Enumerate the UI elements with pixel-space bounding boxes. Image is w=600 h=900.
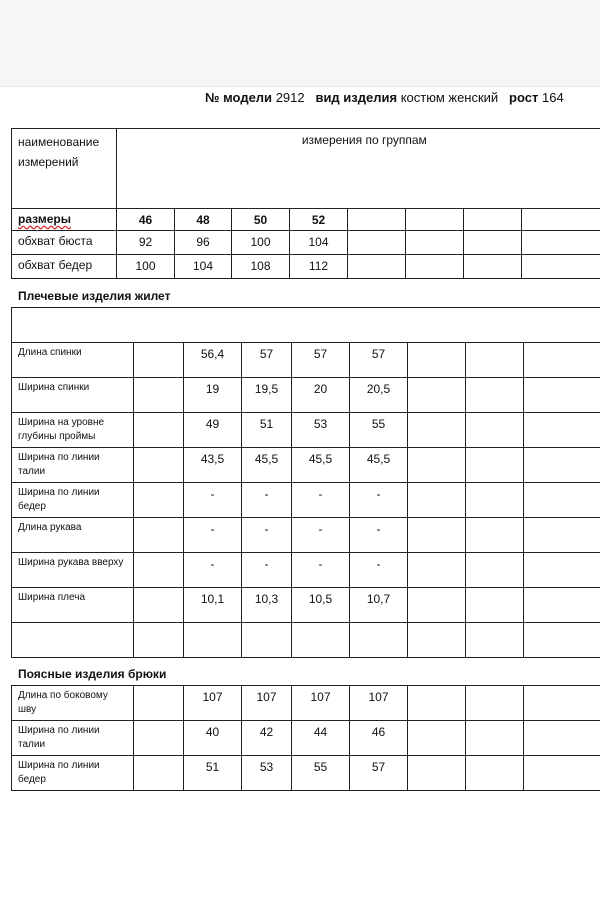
cell: 10,5 (292, 588, 350, 623)
vest-empty-header (12, 308, 600, 343)
cell: - (292, 553, 350, 588)
cell: - (242, 518, 292, 553)
pants-section-title: Поясные изделия брюки (18, 667, 167, 681)
row-label: Ширина спинки (12, 378, 134, 413)
cell: 100 (232, 231, 290, 255)
cell: 55 (292, 756, 350, 791)
cell: - (350, 518, 408, 553)
measurements-table (11, 128, 600, 279)
cell: 108 (232, 255, 290, 279)
cell: 45,5 (242, 448, 292, 483)
cell: 10,7 (350, 588, 408, 623)
cell: 53 (242, 756, 292, 791)
cell: - (242, 553, 292, 588)
vest-table (11, 307, 600, 658)
cell: - (184, 518, 242, 553)
size-48: 48 (175, 209, 232, 231)
document-header (205, 90, 564, 105)
row-label: Ширина по линии бедер (12, 483, 134, 518)
row-label: Ширина по линии бедер (12, 756, 134, 791)
size-52: 52 (290, 209, 348, 231)
top-band (0, 0, 600, 87)
sizes-label: размеры (18, 212, 71, 226)
cell: 40 (184, 721, 242, 756)
model-label: № модели (205, 90, 273, 105)
cell: 20 (292, 378, 350, 413)
row-label: Ширина на уровне глубины проймы (12, 413, 134, 448)
cell: 112 (290, 255, 348, 279)
groups-header: измерения по группам (117, 129, 600, 209)
cell: - (350, 483, 408, 518)
cell: 42 (242, 721, 292, 756)
cell: 100 (117, 255, 175, 279)
cell: 104 (290, 231, 348, 255)
vest-section-title: Плечевые изделия жилет (18, 289, 171, 303)
cell: 20,5 (350, 378, 408, 413)
cell: 57 (350, 343, 408, 378)
cell: 19 (184, 378, 242, 413)
cell: 56,4 (184, 343, 242, 378)
row-label: Ширина по линии талии (12, 448, 134, 483)
cell: 51 (184, 756, 242, 791)
cell: - (350, 553, 408, 588)
cell: 92 (117, 231, 175, 255)
cell: 19,5 (242, 378, 292, 413)
cell: - (242, 483, 292, 518)
pants-table (11, 685, 600, 791)
size-50: 50 (232, 209, 290, 231)
cell: 55 (350, 413, 408, 448)
cell: 107 (350, 686, 408, 721)
row-label: Длина по боковому шву (12, 686, 134, 721)
cell: 10,3 (242, 588, 292, 623)
cell: 43,5 (184, 448, 242, 483)
cell: - (292, 518, 350, 553)
cell: 107 (242, 686, 292, 721)
cell: 57 (292, 343, 350, 378)
cell: 51 (242, 413, 292, 448)
cell: 53 (292, 413, 350, 448)
type-label: вид изделия (315, 90, 398, 105)
cell: 46 (350, 721, 408, 756)
type-value: костюм женский (400, 90, 499, 105)
row-label: Ширина по линии талии (12, 721, 134, 756)
cell: - (292, 483, 350, 518)
cell: 10,1 (184, 588, 242, 623)
row-label: Ширина плеча (12, 588, 134, 623)
cell: 57 (350, 756, 408, 791)
row-label: обхват бедер (12, 255, 117, 279)
row-label: Длина рукава (12, 518, 134, 553)
row-label: Длина спинки (12, 343, 134, 378)
cell: 107 (184, 686, 242, 721)
cell: - (184, 483, 242, 518)
size-46: 46 (117, 209, 175, 231)
height-label: рост (509, 90, 539, 105)
cell: 45,5 (292, 448, 350, 483)
cell: 104 (175, 255, 232, 279)
cell: 45,5 (350, 448, 408, 483)
row-label: обхват бюста (12, 231, 117, 255)
cell: 44 (292, 721, 350, 756)
row-label: Ширина рукава вверху (12, 553, 134, 588)
name-header: наименование измерений (12, 129, 117, 209)
height-value: 164 (541, 90, 564, 105)
cell: 107 (292, 686, 350, 721)
cell: 49 (184, 413, 242, 448)
cell: 57 (242, 343, 292, 378)
cell: - (184, 553, 242, 588)
cell: 96 (175, 231, 232, 255)
model-value: 2912 (275, 90, 305, 105)
